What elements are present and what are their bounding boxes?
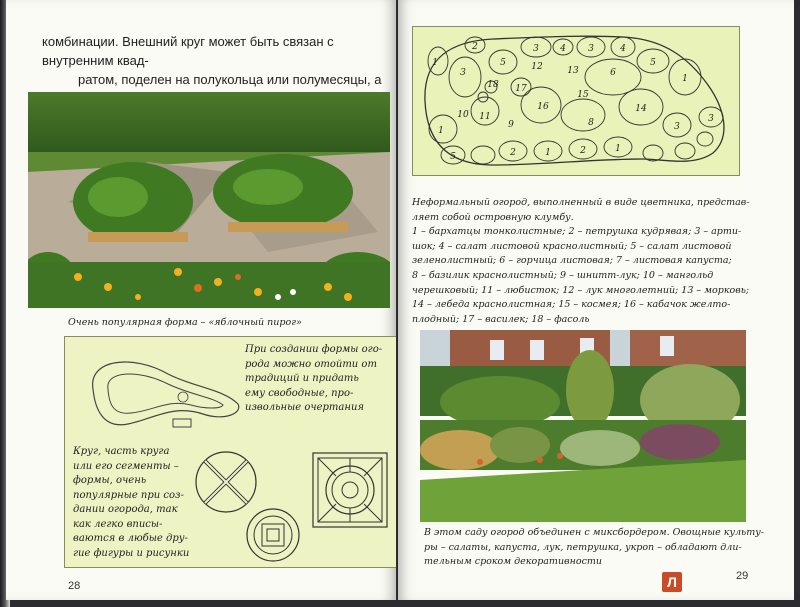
plan-label: 1 [438, 126, 444, 136]
plan-label: 1 [432, 58, 438, 68]
mixborder-caption [424, 526, 764, 570]
plan-label: 5 [650, 58, 656, 68]
photo-caption: Очень популярная форма – «яблочный пирог» [68, 317, 302, 328]
legend-line: плодный; 17 – василек; 18 – фасоль [412, 313, 590, 325]
plan-label: 14 [635, 104, 647, 114]
plan-label: 11 [479, 112, 491, 122]
box-text-line: формы, очень [73, 475, 147, 486]
box-text-line: гие фигуры и рисунки [73, 547, 190, 559]
plan-label: 2 [580, 146, 586, 156]
circle-segments-diagram [193, 449, 259, 515]
island-bed-plan [412, 26, 740, 176]
legend-line: 1 – бархатцы тонколистные; 2 – петрушка кудрявая; 3 – арти- [412, 226, 742, 238]
box-text-top [245, 343, 382, 416]
plan-label: 18 [487, 80, 499, 90]
plan-label: 13 [567, 66, 579, 76]
box-text-line: популярные при соз- [73, 489, 184, 501]
plan-label: 3 [708, 114, 714, 124]
circle-in-square-diagram [311, 451, 389, 529]
plan-label: 1 [615, 144, 621, 154]
plan-label: 9 [508, 120, 514, 130]
plan-label: 3 [588, 44, 594, 54]
plan-label: 2 [510, 148, 516, 158]
plan-legend [412, 196, 788, 327]
box-text-line: рода можно отойти от [245, 358, 377, 370]
box-text-line: Круг, часть круга [73, 446, 170, 457]
apple-pie-garden-photo [28, 92, 390, 308]
box-text-line: или его сегменты – [73, 460, 179, 472]
legend-line: 14 – лебеда краснолистная; 15 – космея; 16 – кабачок желто- [412, 299, 731, 311]
plan-label: 16 [537, 102, 549, 112]
legend-line: черешковый; 11 – любисток; 12 – лук многолетний; 13 – морковь; [412, 284, 750, 296]
plan-label: 10 [457, 110, 469, 120]
concentric-circle-diagram [245, 507, 301, 563]
left-page [6, 0, 396, 600]
box-text-line: При создании формы ого- [245, 344, 383, 355]
plan-label: 4 [620, 44, 626, 54]
caption-line: ры – салаты, капуста, лук, петрушка, укроп – обладают дли- [424, 541, 742, 553]
right-page [398, 0, 794, 600]
plan-label: 1 [545, 148, 551, 158]
caption-line: В этом саду огород объединен с миксбордером. Овощные культу- [424, 527, 764, 538]
mixborder-garden-photo [420, 330, 746, 522]
legend-line: ляет собой островную клумбу. [412, 211, 574, 223]
free-form-garden-outline [73, 349, 253, 439]
legend-line: шок; 4 – салат листовой краснолистный; 5 – салат листовой [412, 240, 732, 252]
plan-label: 3 [533, 44, 539, 54]
box-text-line: ему свободные, про- [245, 387, 354, 399]
box-text-bottom [73, 445, 189, 561]
plan-label: 15 [577, 90, 589, 100]
box-text-line: дании огорода, так [73, 504, 178, 515]
plan-label: 5 [500, 58, 506, 68]
plan-label: 6 [610, 68, 616, 78]
plan-label: 3 [460, 68, 466, 78]
legend-line: 8 – базилик краснолистный; 9 – шнитт-лук; 10 – мангольд [412, 269, 714, 281]
legend-line: Неформальный огород, выполненный в виде цветника, представ- [412, 197, 750, 208]
plan-label: 12 [531, 62, 543, 72]
publisher-logo-icon: Л [662, 572, 682, 592]
plan-label: 8 [588, 118, 594, 128]
plan-label: 4 [560, 44, 566, 54]
box-text-line: извольные очертания [245, 402, 365, 413]
legend-line: зеленолистный; 6 – горчица листовая; 7 – листовая капуста; [412, 255, 732, 267]
shapes-info-box [64, 336, 396, 568]
plan-label: 17 [515, 84, 527, 94]
page-number: 29 [736, 570, 749, 582]
box-text-line: ваются в любые дру- [73, 533, 188, 544]
intro-line: ратом, поделен на полукольца или полумесяцы, а [78, 72, 382, 87]
plan-label: 1 [682, 74, 688, 84]
box-text-line: как легко вписы- [73, 518, 163, 530]
box-text-line: традиций и придать [245, 373, 359, 384]
caption-line: тельным сроком декоративности [424, 556, 603, 567]
plan-label: 3 [674, 122, 680, 132]
page-number: 28 [68, 580, 81, 592]
plan-label: 2 [472, 42, 478, 52]
intro-line: комбинации. Внешний круг может быть связан с внутренним квад- [42, 34, 334, 68]
plan-label: 5 [450, 152, 456, 162]
